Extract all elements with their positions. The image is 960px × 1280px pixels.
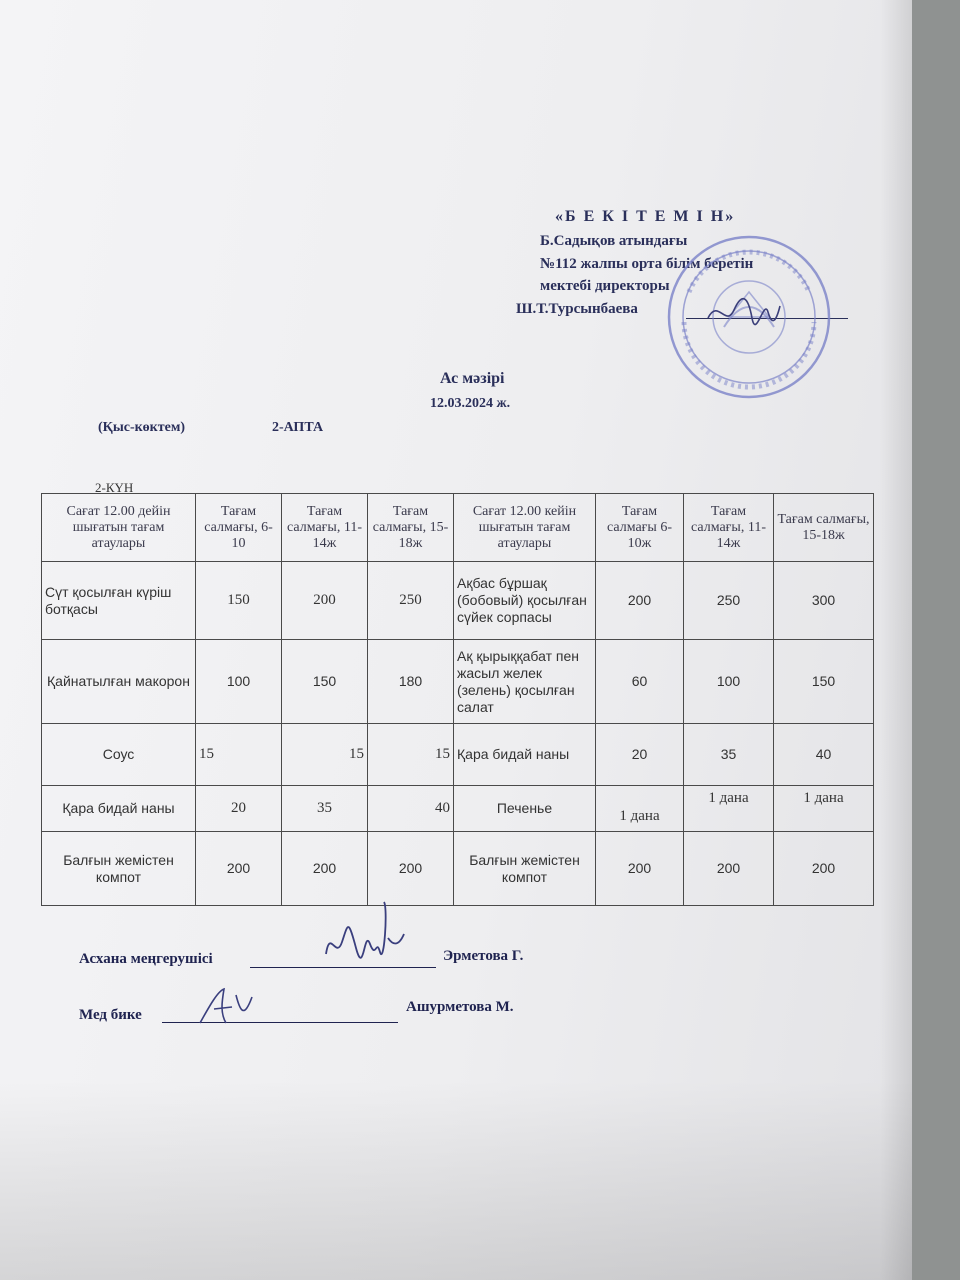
weight-cell: 150: [282, 640, 368, 724]
menu-table: [41, 493, 874, 906]
weight-cell: 60: [596, 640, 684, 724]
weight-cell: 200: [282, 562, 368, 640]
header-cell: Тағам салмағы, 6-10: [196, 494, 282, 562]
weight-cell: 200: [282, 832, 368, 906]
weight-cell: 20: [196, 786, 282, 832]
afternoon-dish: Ақбас бұршақ (бобовый) қосылған сүйек сорпасы: [454, 562, 596, 640]
approval-school-line-2: №112 жалпы орта білім беретін: [540, 256, 754, 272]
afternoon-dish: Печенье: [454, 786, 596, 832]
weight-cell: 15: [368, 724, 454, 786]
season-label: (Қыс-көктем): [98, 420, 186, 435]
cook-label: Асхана меңгерушісі: [79, 951, 213, 967]
header-cell: Тағам салмағы 6-10ж: [596, 494, 684, 562]
bottom-shadow: [0, 1080, 912, 1280]
cook-name: Эрметова Г.: [443, 948, 524, 964]
weight-cell: 1 дана: [774, 786, 874, 832]
weight-cell: 200: [774, 832, 874, 906]
director-name: Ш.Т.Турсынбаева: [516, 301, 638, 317]
nurse-name: Ашурметова М.: [406, 999, 514, 1015]
approval-school-line-1: Б.Садықов атындағы: [540, 233, 688, 249]
weight-cell: 200: [596, 832, 684, 906]
nurse-signature-icon: [196, 985, 256, 1027]
menu-date: 12.03.2024 ж.: [430, 396, 511, 411]
weight-cell: 200: [596, 562, 684, 640]
approval-title: «Б Е К І Т Е М І Н»: [555, 208, 736, 225]
header-cell: Тағам салмағы, 15-18ж: [368, 494, 454, 562]
weight-cell: 100: [196, 640, 282, 724]
weight-cell: 180: [368, 640, 454, 724]
weight-cell: 150: [774, 640, 874, 724]
weight-cell: 20: [596, 724, 684, 786]
afternoon-dish: Ақ қырыққабат пен жасыл желек (зелень) қосылған салат: [454, 640, 596, 724]
afternoon-dish: Балғын жемістен компот: [454, 832, 596, 906]
weight-cell: 100: [684, 640, 774, 724]
header-cell: Тағам салмағы, 11-14ж: [282, 494, 368, 562]
director-signature-icon: [704, 288, 784, 334]
weight-cell: 35: [282, 786, 368, 832]
table-row: [42, 786, 874, 832]
morning-dish: Қара бидай наны: [42, 786, 196, 832]
header-cell: Тағам салмағы, 11-14ж: [684, 494, 774, 562]
table-header-row: [42, 494, 874, 562]
weight-cell: 15: [282, 724, 368, 786]
header-cell: Сағат 12.00 дейін шығатын тағам атаулары: [42, 494, 196, 562]
weight-cell: 300: [774, 562, 874, 640]
weight-cell: 15: [196, 724, 282, 786]
weight-cell: 250: [368, 562, 454, 640]
weight-cell: 1 дана: [596, 786, 684, 832]
weight-cell: 150: [196, 562, 282, 640]
table-row: [42, 724, 874, 786]
morning-dish: Қайнатылған макорон: [42, 640, 196, 724]
cook-signature-icon: [318, 898, 408, 970]
table-row: [42, 832, 874, 906]
header-cell: Тағам салмағы, 15-18ж: [774, 494, 874, 562]
morning-dish: Сүт қосылған күріш ботқасы: [42, 562, 196, 640]
day-label: 2-КҮН: [95, 480, 134, 495]
weight-cell: 40: [368, 786, 454, 832]
afternoon-dish: Қара бидай наны: [454, 724, 596, 786]
weight-cell: 35: [684, 724, 774, 786]
weight-cell: 1 дана: [684, 786, 774, 832]
table-row: [42, 562, 874, 640]
weight-cell: 250: [684, 562, 774, 640]
morning-dish: Соус: [42, 724, 196, 786]
week-label: 2-АПТА: [272, 420, 324, 435]
menu-title: Ас мәзірі: [440, 370, 505, 387]
weight-cell: 200: [368, 832, 454, 906]
header-cell: Сағат 12.00 кейін шығатын тағам атаулары: [454, 494, 596, 562]
approval-school-line-3: мектебі директоры: [540, 278, 670, 294]
table-row: [42, 640, 874, 724]
weight-cell: 200: [196, 832, 282, 906]
weight-cell: 40: [774, 724, 874, 786]
nurse-label: Мед бике: [79, 1007, 142, 1023]
morning-dish: Балғын жемістен компот: [42, 832, 196, 906]
weight-cell: 200: [684, 832, 774, 906]
